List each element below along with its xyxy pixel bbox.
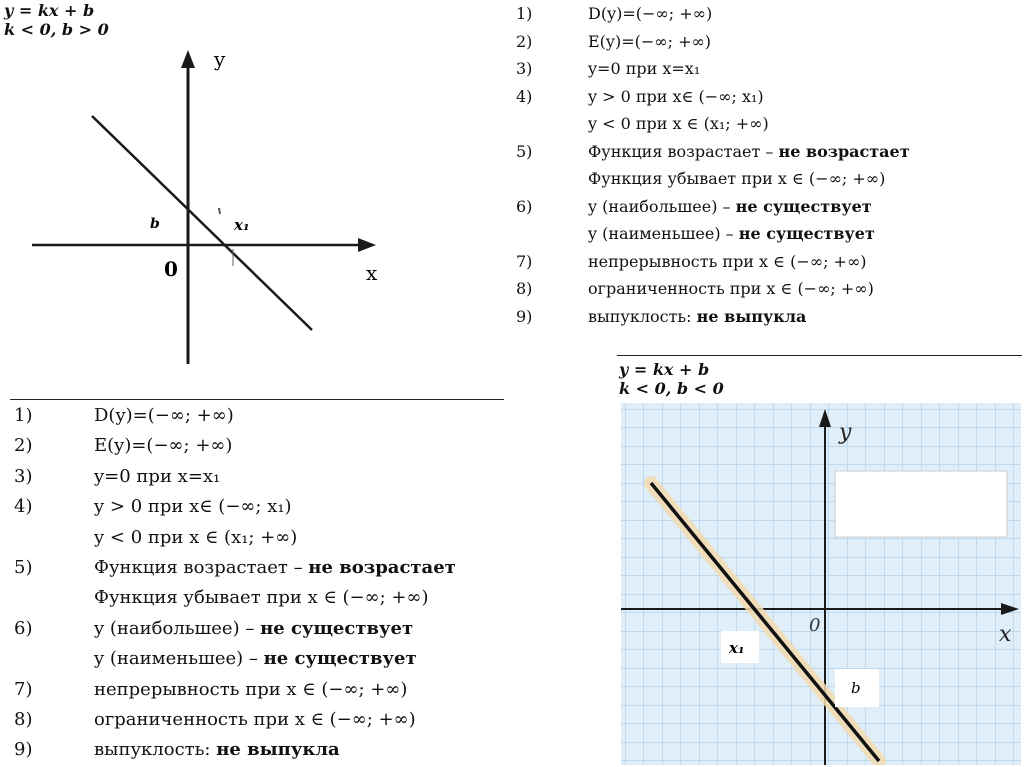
property-text-plain: y < 0 при x ∈ (x₁; +∞) <box>588 114 769 133</box>
property-text-plain: y (наименьшее) – <box>588 224 739 243</box>
property-text <box>94 675 407 705</box>
property-text-bold: не возрастает <box>778 141 910 161</box>
property-text <box>588 248 867 276</box>
property-text <box>94 492 292 522</box>
property-text <box>588 275 874 303</box>
property-number: 4) <box>516 86 533 106</box>
property-text-bold: не существует <box>738 224 875 243</box>
property-text-plain: ограниченность при x ∈ (−∞; +∞) <box>94 708 416 730</box>
property-text <box>588 0 712 28</box>
property-text-plain: E(y)=(−∞; +∞) <box>94 435 233 457</box>
property-text-plain: D(y)=(−∞; +∞) <box>94 405 234 426</box>
property-text-plain: y (наименьшее) – <box>94 648 264 670</box>
x-axis-label: x <box>366 261 378 285</box>
property-text <box>94 735 340 765</box>
property-number: 9) <box>14 739 33 761</box>
property-text <box>94 401 234 431</box>
property-text <box>588 110 769 138</box>
property-text-plain: Функция убывает при x ∈ (−∞; +∞) <box>94 587 429 609</box>
origin-label: 0 <box>809 615 821 636</box>
graph-top-left <box>4 44 388 370</box>
b-label: b <box>150 216 160 232</box>
property-number: 5) <box>14 556 33 578</box>
divider-bottom-left <box>10 399 504 400</box>
property-number: 1) <box>516 4 533 23</box>
property-text <box>588 165 885 193</box>
property-text <box>94 705 416 735</box>
formula-line-2: k < 0, b > 0 <box>4 20 109 39</box>
origin-label: 0 <box>164 257 178 281</box>
property-text <box>94 553 456 583</box>
property-text-plain: y (наибольшее) – <box>588 196 736 216</box>
property-text-plain: Функция убывает при x ∈ (−∞; +∞) <box>588 169 886 188</box>
property-text <box>588 55 700 83</box>
property-number: 7) <box>14 678 33 700</box>
property-number: 2) <box>14 435 33 457</box>
property-text-plain: выпуклость: <box>588 306 697 326</box>
property-text <box>588 138 910 166</box>
property-text-plain: выпуклость: <box>94 739 217 761</box>
property-text-bold: не выпукла <box>696 306 807 326</box>
property-text <box>94 583 429 613</box>
property-number: 4) <box>14 496 33 518</box>
property-text <box>588 83 764 111</box>
property-text <box>94 523 297 553</box>
property-text <box>588 303 806 331</box>
property-text <box>94 431 232 461</box>
property-text-bold: не существует <box>260 617 414 639</box>
property-text-plain: E(y)=(−∞; +∞) <box>588 31 712 51</box>
x-axis-label: x <box>999 622 1012 647</box>
property-text <box>94 644 417 674</box>
y-axis-label: y <box>214 47 226 71</box>
property-text-bold: не выпукла <box>216 739 340 761</box>
b-label: b <box>851 679 861 697</box>
formula-line-2: k < 0, b < 0 <box>619 379 724 398</box>
property-number: 7) <box>516 251 533 271</box>
property-text <box>588 193 872 221</box>
property-number: 8) <box>516 279 533 298</box>
x1-label: x₁ <box>729 639 745 657</box>
property-text-plain: непрерывность при x ∈ (−∞; +∞) <box>588 251 867 271</box>
divider-bottom-right <box>617 355 1022 356</box>
property-text-bold: не существует <box>263 648 417 670</box>
property-text-bold: не возрастает <box>308 556 456 578</box>
property-text <box>588 220 875 248</box>
property-text <box>94 462 220 492</box>
property-text <box>94 614 413 644</box>
property-number: 2) <box>516 31 533 51</box>
property-number: 1) <box>14 405 33 426</box>
property-text-plain: y (наибольшее) – <box>94 617 261 639</box>
property-number: 8) <box>14 708 33 730</box>
property-text <box>588 28 711 56</box>
property-text-plain: непрерывность при x ∈ (−∞; +∞) <box>94 678 408 700</box>
graph-bottom-right <box>621 403 1021 765</box>
property-number: 3) <box>516 59 533 78</box>
property-text-plain: Функция возрастает – <box>588 141 779 161</box>
property-number: 6) <box>14 617 33 639</box>
property-number: 9) <box>516 306 533 326</box>
property-text-plain: Функция возрастает – <box>94 556 309 578</box>
property-text-plain: y=0 при x=x₁ <box>94 465 221 487</box>
property-text-plain: y < 0 при x ∈ (x₁; +∞) <box>94 526 298 548</box>
formula-line-1: y = kx + b <box>619 360 710 379</box>
property-number: 3) <box>14 465 33 487</box>
property-number: 6) <box>516 196 533 216</box>
property-text-plain: ограниченность при x ∈ (−∞; +∞) <box>588 279 874 298</box>
formula-bottom-right <box>619 360 724 398</box>
property-number: 5) <box>516 141 533 161</box>
x1-label: x₁ <box>234 216 250 234</box>
blank-label-box <box>835 471 1007 537</box>
property-text-plain: D(y)=(−∞; +∞) <box>588 4 713 23</box>
property-text-bold: не существует <box>735 196 872 216</box>
formula-line-1: y = kx + b <box>4 1 95 20</box>
property-text-plain: y > 0 при x∈ (−∞; x₁) <box>588 86 764 106</box>
formula-top-left <box>4 1 109 39</box>
property-text-plain: y > 0 при x∈ (−∞; x₁) <box>94 496 292 518</box>
y-axis-label: y <box>839 420 852 445</box>
property-text-plain: y=0 при x=x₁ <box>588 59 701 78</box>
